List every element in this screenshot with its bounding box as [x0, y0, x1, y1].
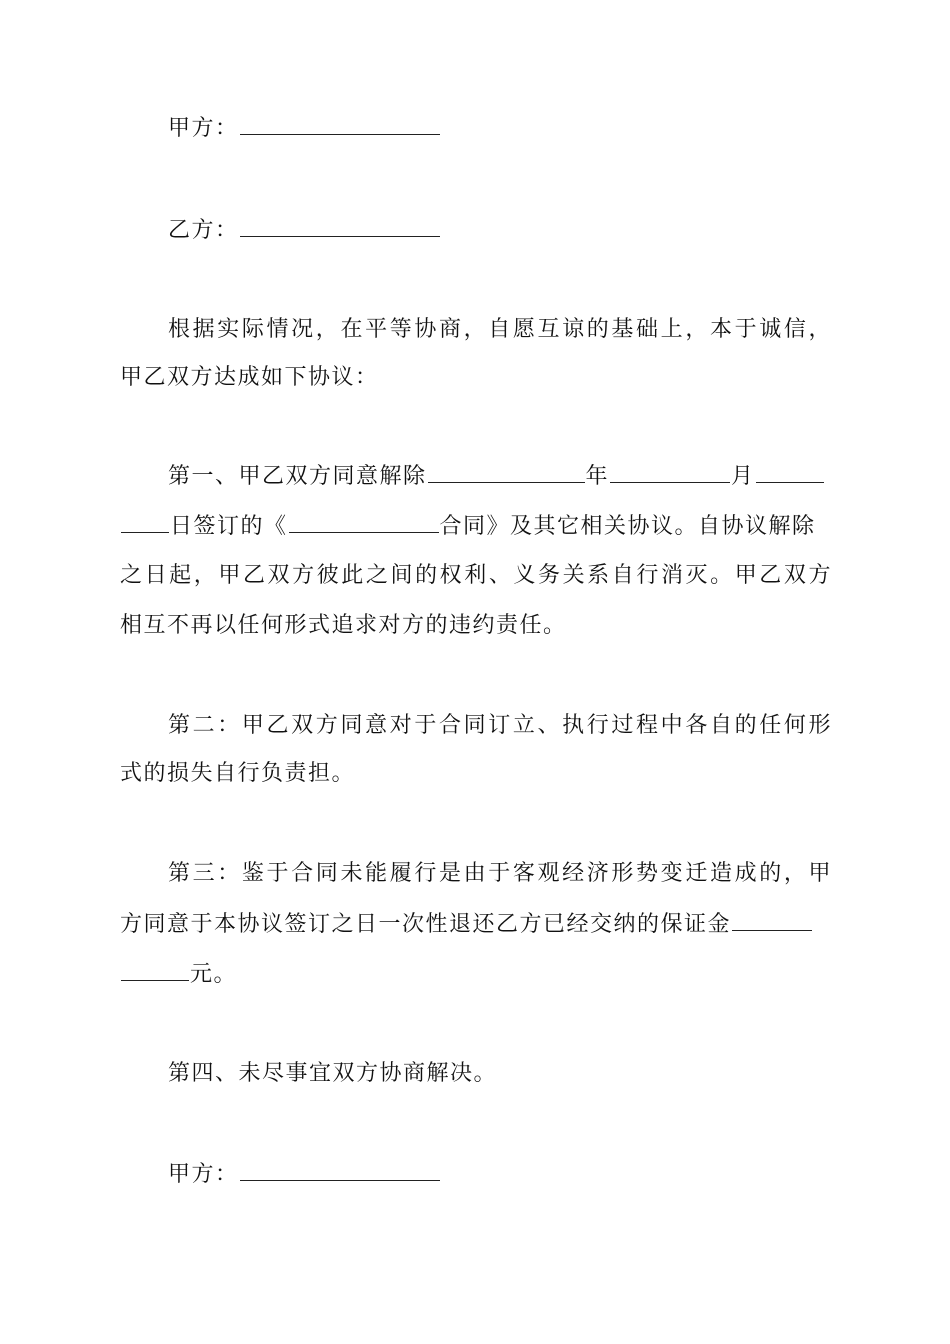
clause-3-line-2: [120, 910, 832, 939]
year-label: 年: [585, 464, 610, 489]
party-b-label: 乙方：: [168, 218, 239, 243]
clause-1-text-a: 第一、甲乙双方同意解除: [168, 464, 427, 489]
day-blank-part1[interactable]: [756, 462, 824, 483]
month-label: 月: [731, 464, 755, 489]
party-a-line-top: [168, 114, 832, 143]
month-blank[interactable]: [610, 462, 730, 483]
party-a-blank[interactable]: [240, 114, 440, 135]
clause-3-line-1: 第三：鉴于合同未能履行是由于客观经济形势变迁造成的，甲: [168, 861, 832, 886]
party-b-line: [168, 216, 832, 245]
party-a-label-bottom: 甲方：: [168, 1162, 239, 1187]
clause-3-line-3: [120, 960, 832, 989]
deposit-blank-part2[interactable]: [121, 960, 189, 981]
deposit-blank-part1[interactable]: [732, 910, 812, 931]
party-b-blank[interactable]: [240, 216, 440, 237]
clause-4-line-1: 第四、未尽事宜双方协商解决。: [168, 1061, 498, 1086]
party-a-line-bottom: [168, 1160, 832, 1189]
intro-line-1: 根据实际情况，在平等协商，自愿互谅的基础上，本于诚信，: [168, 317, 832, 342]
clause-2-line-2: 式的损失自行负责担。: [120, 761, 356, 786]
clause-3-text-a: 方同意于本协议签订之日一次性退还乙方已经交纳的保证金: [120, 912, 732, 937]
intro-line-2: 甲乙双方达成如下协议：: [120, 365, 379, 390]
clause-1-line-2: [120, 512, 832, 541]
contract-name-blank[interactable]: [289, 512, 439, 533]
clause-3-text-b: 元。: [190, 962, 238, 987]
clause-1-text-b: 日签订的《: [170, 514, 288, 539]
clause-1-line-1: [168, 462, 832, 491]
day-blank-part2[interactable]: [121, 512, 169, 533]
party-a-label: 甲方：: [168, 116, 239, 141]
year-blank[interactable]: [428, 462, 585, 483]
party-a-blank-bottom[interactable]: [240, 1160, 440, 1181]
clause-1-line-3: 之日起，甲乙双方彼此之间的权利、义务关系自行消灭。甲乙双方: [120, 563, 832, 588]
clause-1-text-c: 合同》及其它相关协议。自协议解除: [439, 514, 816, 539]
clause-1-line-4: 相互不再以任何形式追求对方的违约责任。: [120, 613, 567, 638]
clause-2-line-1: 第二：甲乙双方同意对于合同订立、执行过程中各自的任何形: [168, 713, 832, 738]
